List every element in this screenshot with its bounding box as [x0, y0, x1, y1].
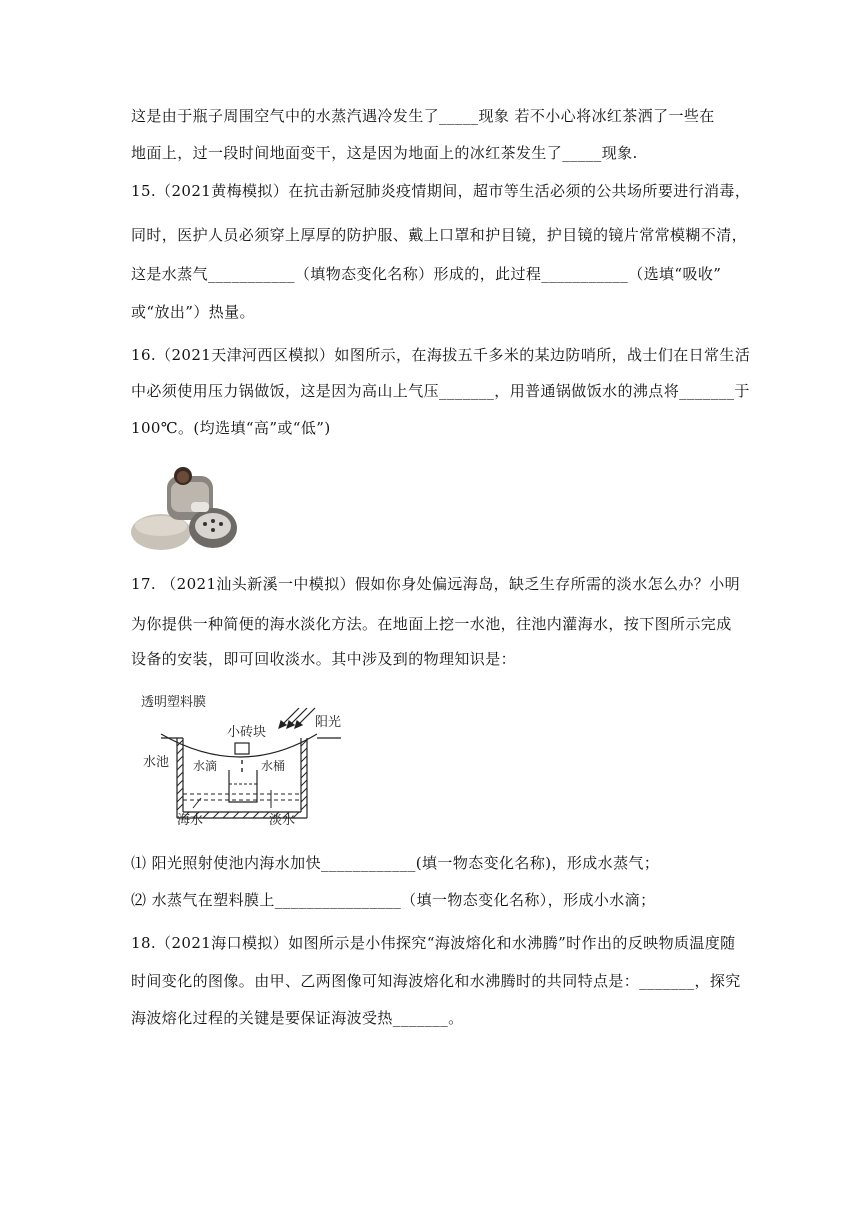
text-line: 或“放出”）热量。: [131, 303, 255, 321]
label-sunlight: 阳光: [315, 715, 342, 730]
label-drop: 水滴: [193, 759, 218, 773]
label-film: 透明塑料膜: [141, 695, 207, 710]
text-line: 海波熔化过程的关键是要保证海波受热_______。: [131, 1009, 464, 1027]
text-line: 时间变化的图像。由甲、乙两图像可知海波熔化和水沸腾时的共同特点是：_______，探究: [131, 972, 741, 990]
text-line: 这是由于瓶子周围空气中的水蒸汽遇冷发生了_____现象 若不小心将冰红茶洒了一些在: [131, 107, 715, 125]
question-17: 17. （2021汕头新溪一中模拟）假如你身处偏远海岛，缺乏生存所需的淡水怎么办？小明: [131, 575, 741, 593]
text-line: 100℃。(均选填“高”或“低”): [131, 419, 331, 437]
text-line: 同时，医护人员必须穿上厚厚的防护服、戴上口罩和护目镜，护目镜的镜片常常模糊不清，: [131, 226, 748, 244]
text-line: 地面上，过一段时间地面变干，这是因为地面上的冰红茶发生了_____现象.: [131, 144, 638, 162]
label-seawater: 海水: [177, 813, 204, 828]
soldier-pressure-cooker-photo: [131, 462, 243, 552]
text-line: 这是水蒸气___________（填物态变化名称）形成的，此过程___________（选填“吸收”: [131, 265, 722, 283]
text-line: 中必须使用压力锅做饭，这是因为高山上气压_______，用普通锅做饭水的沸点将_______于: [131, 382, 750, 400]
sub-question-2: ⑵ 水蒸气在塑料膜上________________（填一物态变化名称），形成小水滴；: [131, 891, 656, 909]
question-16: 16.（2021天津河西区模拟）如图所示，在海拔五千多米的某边防哨所，战士们在日常生活: [131, 346, 751, 364]
question-18: 18.（2021海口模拟）如图所示是小伟探究“海波熔化和水沸腾”时作出的反映物质温度随: [131, 934, 736, 952]
label-bucket: 水桶: [261, 759, 286, 773]
sub-question-1: ⑴ 阳光照射使池内海水加快____________(填一物态变化名称)，形成水蒸气；: [131, 854, 660, 872]
label-freshwater: 淡水: [269, 813, 296, 828]
text-line: 为你提供一种简便的海水淡化方法。在地面上挖一水池，往池内灌海水，按下图所示完成: [131, 615, 732, 633]
label-brick: 小砖块: [227, 725, 267, 740]
text-line: 设备的安装，即可回收淡水。其中涉及到的物理知识是：: [131, 650, 517, 668]
question-15: 15.（2021黄梅模拟）在抗击新冠肺炎疫情期间，超市等生活必须的公共场所要进行消毒，: [131, 182, 751, 200]
desalination-diagram: [131, 690, 361, 828]
label-pool: 水池: [143, 755, 170, 770]
